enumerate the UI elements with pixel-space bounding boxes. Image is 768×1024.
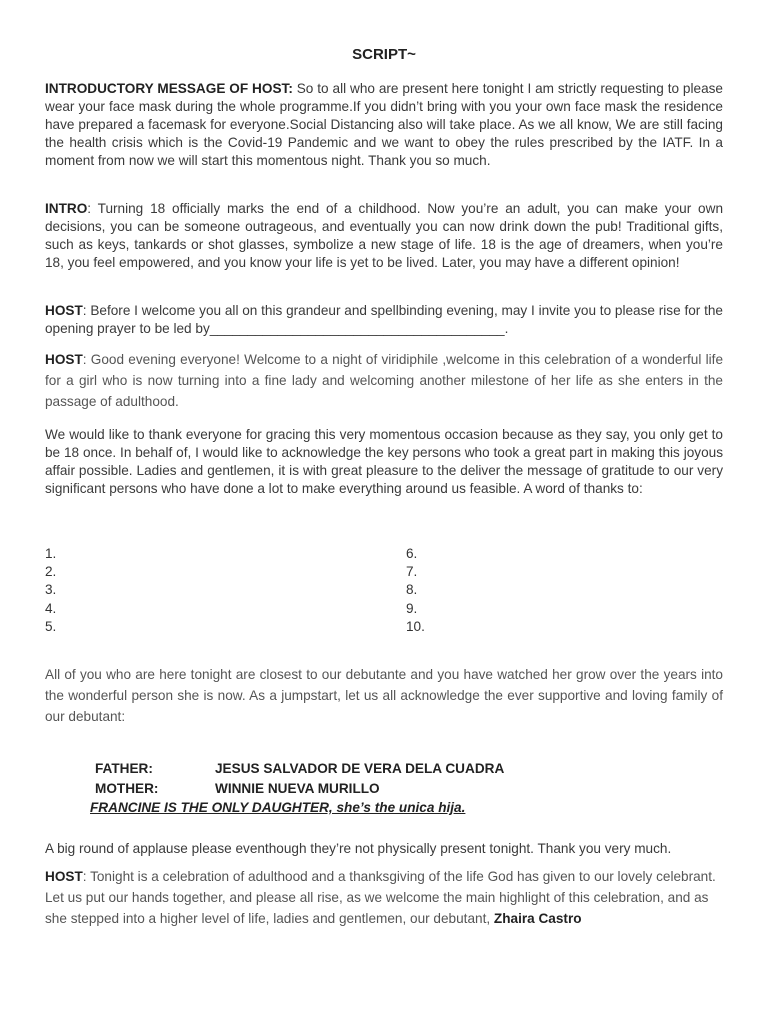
family-paragraph — [45, 664, 723, 727]
list-item: 1. — [45, 546, 57, 561]
only-daughter-note: FRANCINE IS THE ONLY DAUGHTER, she’s the unica hija. — [90, 800, 466, 815]
thanks-list-left — [45, 545, 56, 636]
list-item: 4. — [45, 600, 57, 616]
list-item: 6. — [406, 546, 418, 561]
list-item: 9. — [406, 600, 418, 616]
parents-block — [95, 759, 504, 798]
father-row — [95, 759, 504, 779]
page-title: SCRIPT~ — [352, 46, 416, 63]
list-item: 8. — [406, 582, 418, 598]
mother-name: WINNIE NUEVA MURILLO — [215, 780, 380, 796]
list-item: 10. — [406, 618, 425, 634]
paragraph-text: : Good evening everyone! Welcome to a night of viridiphile ,welcome in this celebration of a wonderful life for a girl who is now turning into a fine lady and welcoming another milestone of her life as she enters in the passage of adulthood. — [45, 352, 723, 409]
paragraph-text: : Tonight is a celebration of adulthood and a thanksgiving of the life God has given to our lovely celebrant. Let us put our hands together, and please all rise, as we welcome the main highlight of this celebration, and as she stepped into a higher level of life, ladies and gentlemen, our debutant, — [45, 869, 716, 926]
father-name: JESUS SALVADOR DE VERA DELA CUADRA — [215, 761, 505, 776]
paragraph-text: A big round of applause please eventhough they’re not physically present tonight. Thank you very much. — [45, 841, 672, 856]
host-closing-paragraph — [45, 866, 723, 929]
paragraph-label: HOST — [45, 869, 83, 884]
paragraph-text: : Turning 18 officially marks the end of a childhood. Now you’re an adult, you can make your own decisions, you can be someone outrageous, and eventually you can now drink down the pub! Traditional gifts, such as keys, tankards or shot glasses, symbolize a new stage of life. 18 is the age of dreamers, when you’re 18, you feel empowered, and you know your life is yet to be lived. Later, you may have a different opinion! — [45, 201, 723, 270]
list-item: 3. — [45, 582, 57, 598]
host-prayer-paragraph — [45, 302, 723, 338]
thanks-paragraph — [45, 426, 723, 498]
applause-paragraph — [45, 840, 723, 858]
paragraph-text: So to all who are present here tonight I am strictly requesting to please wear your face mask during the whole programme.If you didn’t bring with you your own face mask the residence have prepared a facemask for everyone.Social Distancing also will take place. As we all know, We are still facing the health crisis which is the Covid-19 Pandemic and we want to obey the rules prescribed by the IATF. In a moment from now we will start this momentous night. Thank you so much. — [45, 81, 723, 168]
paragraph-label: INTRODUCTORY MESSAGE OF HOST: — [45, 81, 293, 96]
paragraph-text: All of you who are here tonight are closest to our debutante and you have watched her grow over the years into the wonderful person she is now. As a jumpstart, let us all acknowledge the ever supportive and loving family of our debutant: — [45, 667, 723, 724]
list-item: 2. — [45, 564, 57, 580]
paragraph-label: HOST — [45, 352, 83, 367]
mother-row — [95, 779, 504, 799]
host-welcome-paragraph — [45, 349, 723, 412]
list-item: 7. — [406, 564, 418, 580]
host-intro-paragraph — [45, 80, 723, 170]
intro-paragraph — [45, 200, 723, 272]
mother-label: MOTHER: — [95, 780, 159, 796]
paragraph-label: HOST — [45, 303, 83, 318]
debutant-name: Zhaira Castro — [493, 911, 582, 926]
list-item: 5. — [45, 618, 57, 634]
paragraph-text: : Before I welcome you all on this grandeur and spellbinding evening, may I invite you to please rise for the opening prayer to be led by_______________________________________. — [45, 303, 723, 336]
father-label: FATHER: — [95, 761, 153, 776]
paragraph-label: INTRO — [45, 201, 88, 216]
thanks-list-right — [406, 545, 425, 636]
paragraph-text: We would like to thank everyone for gracing this very momentous occasion because as they say, you only get to be 18 once. In behalf of, I would like to acknowledge the key persons who took a great part in making this joyous affair possible. Ladies and gentlemen, it is with great pleasure to the deliver the message of gratitude to our very significant persons who have done a lot to make everything around us feasible. A word of thanks to: — [45, 427, 723, 496]
